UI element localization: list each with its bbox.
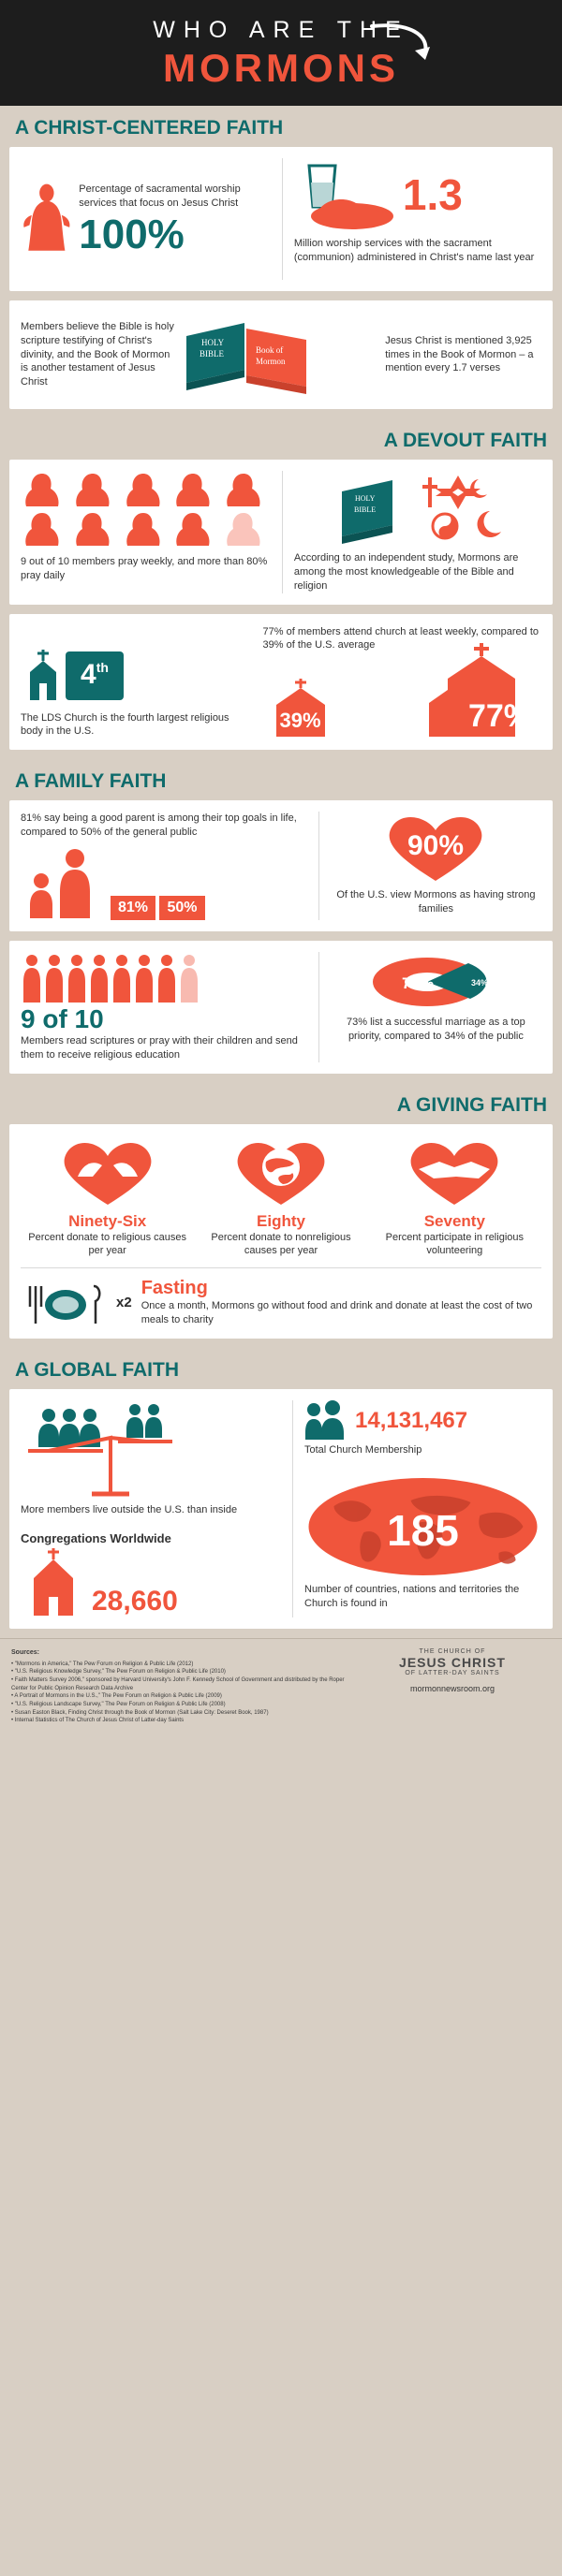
world-map-icon bbox=[304, 1474, 541, 1579]
praying-figure-icon bbox=[171, 471, 214, 508]
heart-icon bbox=[375, 812, 496, 885]
source-item: • Susan Easton Black, Finding Christ through the Book of Mormon (Salt Lake City: Deseret Book, 1987) bbox=[11, 1709, 269, 1716]
global-left bbox=[21, 1400, 281, 1617]
sacrament-pct-label: Percentage of sacramental worship services that focus on Jesus Christ bbox=[79, 183, 241, 209]
svg-text:73%: 73% bbox=[402, 973, 435, 992]
bar-81: 81% bbox=[111, 896, 155, 920]
nine-of-ten-text: Members read scriptures or pray with their children and send them to receive religious education bbox=[21, 1034, 298, 1061]
fourth-badge bbox=[66, 651, 124, 700]
brand-url[interactable]: mormonnewsroom.org bbox=[409, 1684, 495, 1694]
section-title-giving: A GIVING FAITH bbox=[396, 1093, 547, 1116]
fourth-text: The LDS Church is the fourth largest religious body in the U.S. bbox=[21, 711, 229, 738]
heart-hands-icon bbox=[52, 1135, 164, 1207]
praying-figure-icon bbox=[21, 510, 64, 548]
holy-bible-and-book-of-mormon-icon bbox=[177, 312, 318, 398]
pct-39: 39% bbox=[279, 709, 321, 733]
card-christ-books bbox=[9, 300, 553, 409]
sources-block bbox=[11, 1648, 354, 1725]
source-item: • Faith Matters Survey 2006," sponsored by Harvard University's John F. Kennedy School of Government and distributed by the Roper Center for Public Opinion Research Data Archive bbox=[11, 1676, 345, 1691]
view-block bbox=[331, 812, 541, 920]
sacrament-pct-value: 100% bbox=[79, 211, 185, 257]
nine-of-ten-value: 9 of 10 bbox=[21, 1003, 104, 1033]
divider bbox=[282, 471, 283, 593]
svg-text:BIBLE: BIBLE bbox=[353, 505, 377, 514]
praying-figure-icon bbox=[222, 471, 265, 508]
knowledge-block bbox=[294, 471, 541, 593]
million-value: 1.3 bbox=[402, 170, 463, 219]
divider bbox=[318, 812, 319, 920]
brand-block bbox=[354, 1648, 551, 1725]
svg-text:90%: 90% bbox=[407, 830, 465, 862]
source-item: • Internal Statistics of The Church of Jesus Christ of Latter-day Saints bbox=[11, 1718, 185, 1724]
svg-text:185: 185 bbox=[387, 1505, 459, 1555]
arrow-swoosh-icon bbox=[370, 22, 436, 67]
card-christ-top bbox=[9, 147, 553, 291]
pct-77: 77% bbox=[467, 698, 532, 735]
parent-text: 81% say being a good parent is among their top goals in life, compared to 50% of the general public bbox=[21, 812, 297, 839]
card-global bbox=[9, 1389, 553, 1629]
jesus-silhouette-icon bbox=[21, 158, 73, 280]
svg-text:Book of: Book of bbox=[255, 345, 284, 355]
praying-figure-icon bbox=[21, 471, 64, 508]
source-item: • "U.S. Religious Landscape Survey," The Pew Forum on Religion & Public Life (2008) bbox=[11, 1701, 226, 1707]
heart-handshake-icon bbox=[398, 1135, 510, 1207]
divider bbox=[318, 952, 319, 1062]
praying-figure-icon bbox=[71, 510, 114, 548]
nine-of-ten-block bbox=[21, 952, 307, 1062]
congregations-number: 28,660 bbox=[92, 1586, 178, 1617]
global-right bbox=[304, 1400, 541, 1617]
world-religion-symbols-icon bbox=[422, 474, 503, 543]
giving-word-2: Seventy bbox=[423, 1211, 485, 1230]
giving-text-0: Percent donate to religious causes per year bbox=[28, 1231, 187, 1257]
bread-and-water-icon bbox=[294, 158, 397, 231]
bible-right-text: Jesus Christ is mentioned 3,925 times in the Book of Mormon – a mention every 1.7 verses bbox=[385, 334, 534, 374]
million-label: Million worship services with the sacrament (communion) administered in Christ's name last year bbox=[293, 238, 535, 263]
praying-figure-icon bbox=[222, 510, 265, 548]
membership-number: 14,131,467 bbox=[355, 1407, 468, 1433]
balance-scale-people-icon bbox=[21, 1400, 199, 1503]
giving-col-0 bbox=[21, 1135, 194, 1259]
fourth-suffix: th bbox=[96, 659, 109, 675]
donut-chart-icon bbox=[365, 952, 506, 1012]
praying-figure-icon bbox=[122, 510, 165, 548]
divider bbox=[282, 158, 283, 280]
svg-text:Mormon: Mormon bbox=[255, 357, 286, 366]
card-family-top bbox=[9, 800, 553, 931]
view-text: Of the U.S. view Mormons as having strong families bbox=[336, 889, 536, 915]
fasting-title: Fasting bbox=[140, 1278, 208, 1299]
attendance-text: 77% of members attend church at least weekly, compared to 39% of the U.S. average bbox=[262, 625, 540, 651]
million-block bbox=[294, 158, 541, 280]
card-giving bbox=[9, 1124, 553, 1339]
svg-text:34%: 34% bbox=[471, 977, 489, 988]
praying-block bbox=[21, 471, 271, 593]
giving-text-2: Percent participate in religious volunteering bbox=[385, 1231, 524, 1257]
membership-label: Total Church Membership bbox=[304, 1443, 422, 1456]
parent-and-child-icon bbox=[21, 847, 101, 920]
heart-globe-icon bbox=[225, 1135, 337, 1207]
brand-line3: OF LATTER-DAY SAINTS bbox=[405, 1670, 500, 1677]
praying-text: 9 out of 10 members pray weekly, and more than 80% pray daily bbox=[21, 556, 268, 581]
praying-figures bbox=[21, 471, 271, 548]
fasting-text: Once a month, Mormons go without food and drink and donate at least the cost of two meals to charity bbox=[140, 1300, 533, 1326]
praying-figure-icon bbox=[71, 471, 114, 508]
card-family-bottom bbox=[9, 941, 553, 1074]
section-title-christ: A CHRIST-CENTERED FAITH bbox=[15, 117, 284, 139]
marriage-text: 73% list a successful marriage as a top priority, compared to 34% of the public bbox=[347, 1016, 525, 1042]
attendance-block bbox=[263, 625, 541, 739]
holy-bible-icon bbox=[333, 471, 422, 546]
fasting-block bbox=[21, 1278, 541, 1327]
divider bbox=[21, 1267, 541, 1268]
countries-text: Number of countries, nations and territories the Church is found in bbox=[304, 1583, 520, 1609]
header bbox=[0, 0, 562, 106]
parent-block bbox=[21, 812, 307, 920]
source-item: • "Mormons in America," The Pew Forum on Religion & Public Life (2012) bbox=[11, 1661, 194, 1667]
people-group-icon bbox=[304, 1400, 349, 1442]
marriage-block bbox=[331, 952, 541, 1062]
svg-text:BIBLE: BIBLE bbox=[199, 349, 224, 359]
card-devout-top bbox=[9, 460, 553, 605]
sources-heading: Sources: bbox=[11, 1649, 39, 1657]
knowledge-text: According to an independent study, Mormons are among the most knowledgeable of the Bible and religion bbox=[293, 552, 519, 592]
jesus-block bbox=[21, 158, 271, 280]
source-item: • "U.S. Religious Knowledge Survey," The Pew Forum on Religion & Public Life (2010) bbox=[11, 1669, 226, 1676]
fourth-value: 4 bbox=[81, 658, 96, 690]
bible-left-text: Members believe the Bible is holy scripture testifying of Christ's divinity, and the Book of Mormon is another testament of Jesus Christ bbox=[21, 320, 174, 388]
page-title-line2: MORMONS bbox=[163, 46, 399, 90]
source-item: • A Portrait of Mormons in the U.S.," The Pew Forum on Religion & Public Life (2009) bbox=[11, 1693, 222, 1700]
section-title-global: A GLOBAL FAITH bbox=[15, 1358, 179, 1381]
page-title-line1: WHO ARE THE bbox=[153, 17, 409, 43]
temple-icon bbox=[21, 1546, 86, 1617]
giving-text-1: Percent donate to nonreligious causes per year bbox=[211, 1231, 351, 1257]
praying-figure-icon bbox=[122, 471, 165, 508]
giving-word-1: Eighty bbox=[257, 1211, 305, 1230]
fasting-x2: x2 bbox=[116, 1295, 132, 1311]
divider bbox=[292, 1400, 293, 1617]
card-devout-bottom bbox=[9, 614, 553, 751]
giving-col-2 bbox=[368, 1135, 541, 1259]
giving-word-0: Ninety-Six bbox=[68, 1211, 147, 1230]
giving-col-1 bbox=[194, 1135, 367, 1259]
books-block bbox=[177, 312, 385, 398]
section-title-devout: A DEVOUT FAITH bbox=[383, 430, 547, 451]
temple-icon bbox=[21, 648, 66, 704]
empty-plate-icon bbox=[21, 1279, 107, 1327]
brand-line2: JESUS CHRIST bbox=[399, 1655, 506, 1671]
people-row-icon bbox=[21, 952, 307, 1004]
svg-text:HOLY: HOLY bbox=[354, 494, 376, 503]
section-title-family: A FAMILY FAITH bbox=[15, 770, 167, 793]
scale-text: More members live outside the U.S. than inside bbox=[21, 1503, 238, 1515]
congregations-label: Congregations Worldwide bbox=[21, 1530, 171, 1545]
praying-figure-icon bbox=[171, 510, 214, 548]
svg-text:HOLY: HOLY bbox=[200, 338, 224, 347]
footer bbox=[0, 1638, 562, 1738]
brand-line1: THE CHURCH OF bbox=[419, 1648, 486, 1656]
bar-50: 50% bbox=[159, 896, 204, 920]
fourth-block bbox=[21, 648, 240, 739]
